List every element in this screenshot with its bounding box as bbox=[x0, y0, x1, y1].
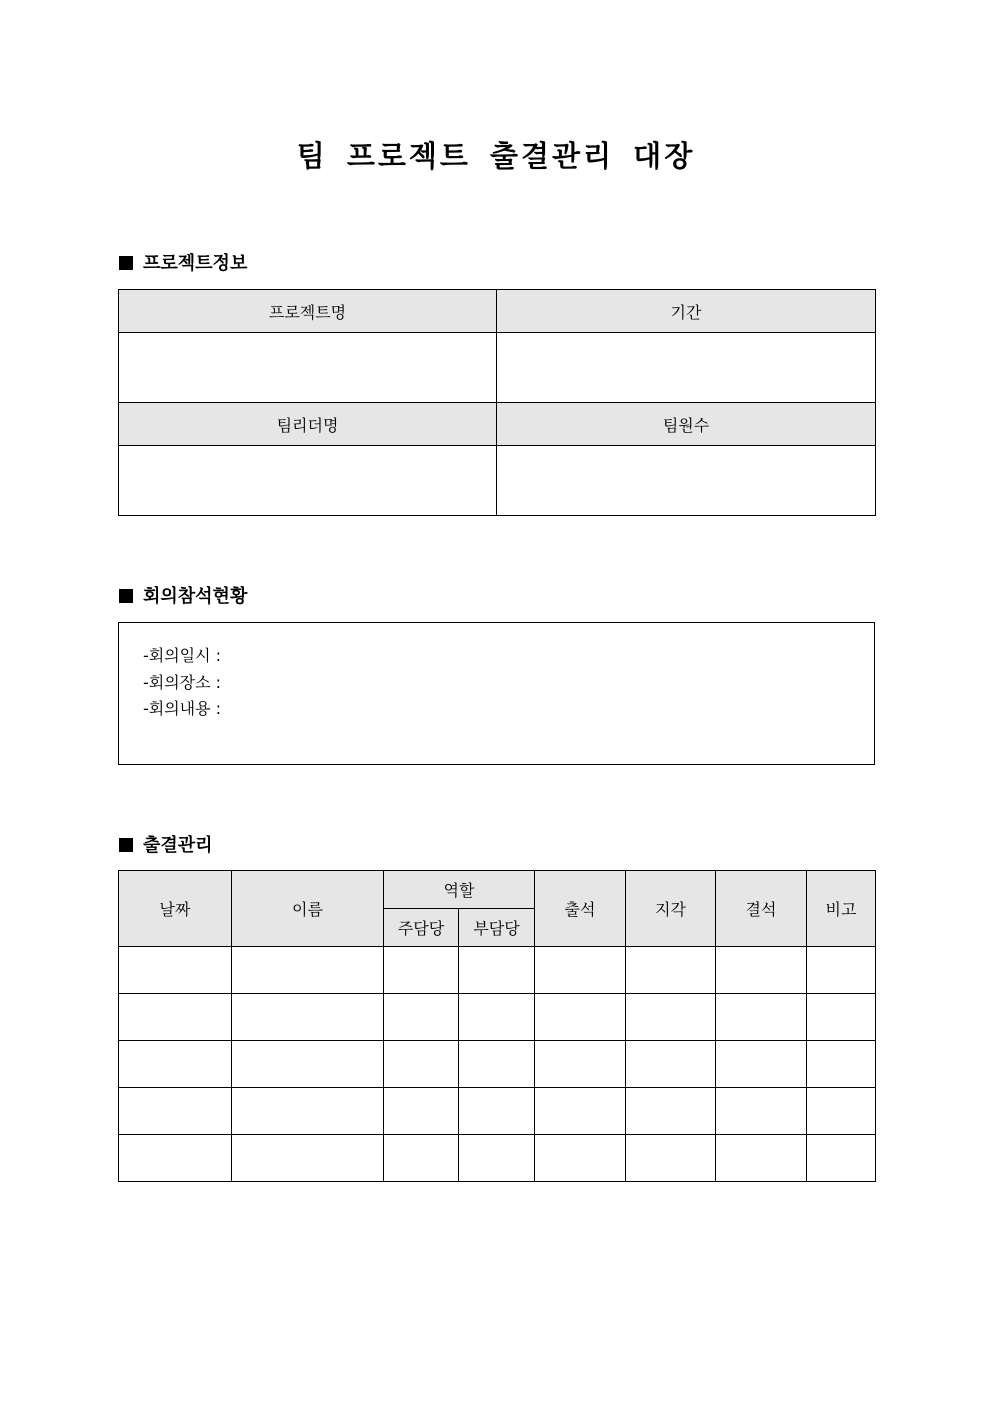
late-cell[interactable] bbox=[626, 947, 716, 994]
date-cell[interactable] bbox=[119, 947, 232, 994]
main-role-cell[interactable] bbox=[384, 947, 459, 994]
meeting-content-line bbox=[143, 696, 221, 723]
name-cell[interactable] bbox=[232, 994, 384, 1041]
attendance-heading bbox=[119, 834, 213, 858]
sub-role-cell[interactable] bbox=[459, 1088, 535, 1135]
note-cell[interactable] bbox=[807, 1135, 876, 1182]
present-cell[interactable] bbox=[535, 947, 626, 994]
main-role-cell[interactable] bbox=[384, 1135, 459, 1182]
page-title: 팀 프로젝트 출결관리 대장 bbox=[296, 139, 696, 173]
name-cell[interactable] bbox=[232, 1135, 384, 1182]
sub-role-cell[interactable] bbox=[459, 994, 535, 1041]
late-cell[interactable] bbox=[626, 1135, 716, 1182]
square-bullet-icon bbox=[119, 838, 133, 852]
team-size-label: 팀원수 bbox=[497, 403, 876, 446]
meeting-datetime-line bbox=[143, 643, 221, 670]
date-cell[interactable] bbox=[119, 1041, 232, 1088]
meeting-lines bbox=[143, 643, 221, 723]
name-cell[interactable] bbox=[232, 1088, 384, 1135]
col-date-header: 날짜 bbox=[119, 871, 232, 947]
attendance-row bbox=[119, 1088, 876, 1135]
attendance-row bbox=[119, 994, 876, 1041]
absent-cell[interactable] bbox=[716, 1041, 807, 1088]
main-role-cell[interactable] bbox=[384, 1088, 459, 1135]
note-cell[interactable] bbox=[807, 947, 876, 994]
main-role-cell[interactable] bbox=[384, 994, 459, 1041]
team-leader-field[interactable] bbox=[119, 446, 497, 516]
attendance-row bbox=[119, 1041, 876, 1088]
period-label: 기간 bbox=[497, 290, 876, 333]
present-cell[interactable] bbox=[535, 1088, 626, 1135]
absent-cell[interactable] bbox=[716, 994, 807, 1041]
meeting-heading bbox=[119, 585, 247, 609]
date-cell[interactable] bbox=[119, 994, 232, 1041]
meeting-datetime-label: -회의일시 : bbox=[143, 646, 222, 665]
name-cell[interactable] bbox=[232, 1041, 384, 1088]
note-cell[interactable] bbox=[807, 994, 876, 1041]
meeting-content-label: -회의내용 : bbox=[143, 699, 222, 718]
meeting-place-label: -회의장소 : bbox=[143, 672, 222, 692]
sub-role-cell[interactable] bbox=[459, 947, 535, 994]
absent-cell[interactable] bbox=[716, 1135, 807, 1182]
col-sub-role-header: 부담당 bbox=[459, 909, 535, 947]
date-cell[interactable] bbox=[119, 1135, 232, 1182]
date-cell[interactable] bbox=[119, 1088, 232, 1135]
project-name-field[interactable] bbox=[119, 333, 497, 403]
meeting-heading-label: 회의참석현황 bbox=[143, 586, 248, 607]
late-cell[interactable] bbox=[626, 994, 716, 1041]
attendance-row bbox=[119, 1135, 876, 1182]
col-note-header: 비고 bbox=[807, 871, 876, 947]
col-main-role-header: 주담당 bbox=[384, 909, 459, 947]
col-absent-header: 결석 bbox=[716, 871, 807, 947]
col-role-header: 역할 bbox=[384, 871, 535, 909]
meeting-box[interactable] bbox=[118, 622, 875, 765]
late-cell[interactable] bbox=[626, 1041, 716, 1088]
sub-role-cell[interactable] bbox=[459, 1135, 535, 1182]
name-cell[interactable] bbox=[232, 947, 384, 994]
present-cell[interactable] bbox=[535, 994, 626, 1041]
present-cell[interactable] bbox=[535, 1135, 626, 1182]
project-info-heading bbox=[119, 252, 247, 276]
col-present-header: 출석 bbox=[535, 871, 626, 947]
absent-cell[interactable] bbox=[716, 1088, 807, 1135]
note-cell[interactable] bbox=[807, 1041, 876, 1088]
attendance-heading-label: 출결관리 bbox=[143, 835, 213, 856]
main-role-cell[interactable] bbox=[384, 1041, 459, 1088]
attendance-table bbox=[118, 870, 876, 1182]
project-info-heading-label: 프로젝트정보 bbox=[143, 253, 248, 274]
project-info-table bbox=[118, 289, 876, 516]
col-late-header: 지각 bbox=[626, 871, 716, 947]
project-name-label: 프로젝트명 bbox=[119, 290, 497, 333]
team-leader-label: 팀리더명 bbox=[119, 403, 497, 446]
attendance-row bbox=[119, 947, 876, 994]
square-bullet-icon bbox=[119, 256, 133, 270]
col-name-header: 이름 bbox=[232, 871, 384, 947]
sub-role-cell[interactable] bbox=[459, 1041, 535, 1088]
late-cell[interactable] bbox=[626, 1088, 716, 1135]
present-cell[interactable] bbox=[535, 1041, 626, 1088]
period-field[interactable] bbox=[497, 333, 876, 403]
meeting-place-line bbox=[143, 670, 221, 697]
absent-cell[interactable] bbox=[716, 947, 807, 994]
square-bullet-icon bbox=[119, 589, 133, 603]
team-size-field[interactable] bbox=[497, 446, 876, 516]
note-cell[interactable] bbox=[807, 1088, 876, 1135]
